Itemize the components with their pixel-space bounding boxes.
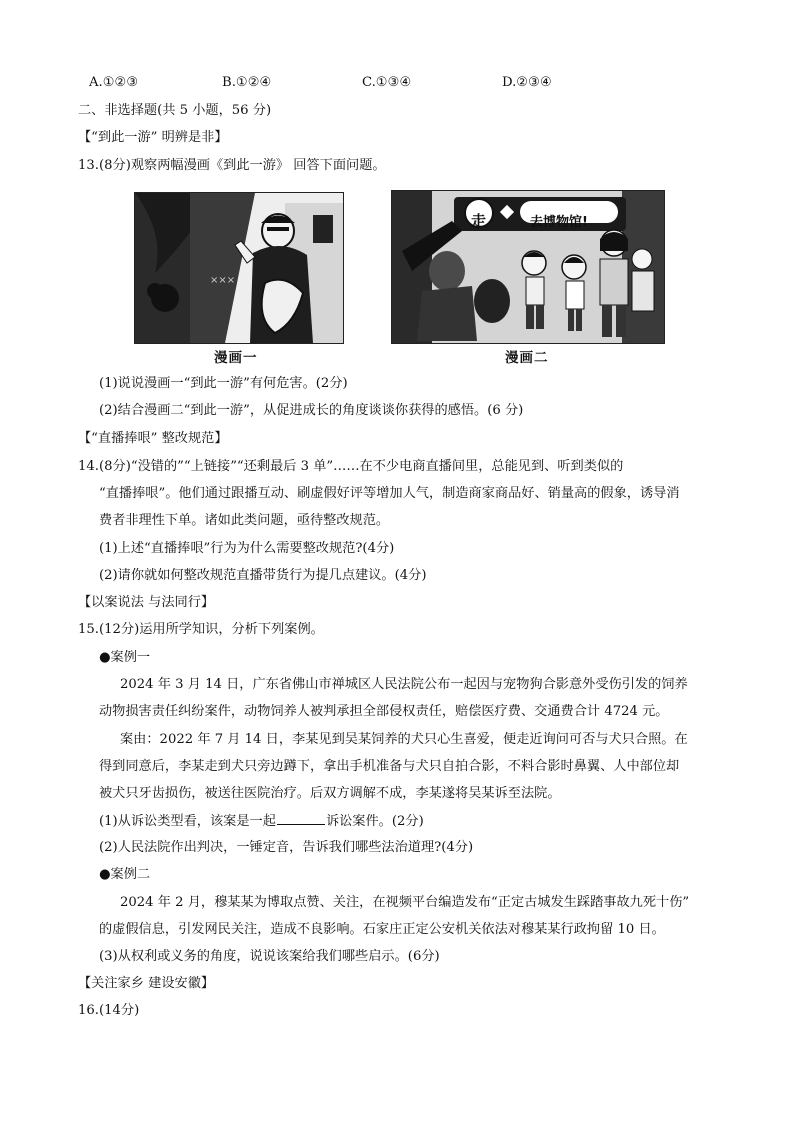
option-b: B.①②④ [222, 75, 272, 90]
q13-sub2: (2)结合漫画二“到此一游”，从促进成长的角度谈谈你获得的感悟。(6 分) [99, 403, 524, 418]
q14-line2: “直播捧哏”。他们通过跟播互动、刷虚假好评等增加人气，制造商家商品好、销量高的假象，诱导消 [99, 486, 680, 501]
q15-stem: 15.(12分)运用所学知识，分析下列案例。 [78, 622, 324, 637]
case-1-line1: 2024 年 3 月 14 日，广东省佛山市禅城区人民法院公布一起因与宠物狗合影意外受伤引发的饲养 [120, 677, 688, 692]
cartoon-2-caption: 漫画二 [505, 350, 549, 366]
case-1-line5: 被犬只牙齿损伤，被送往医院治疗。后双方调解不成，李某遂将吴某诉至法院。 [99, 786, 561, 801]
option-a: A.①②③ [89, 75, 139, 90]
theme-heading-1: 【“到此一游” 明辨是非】 [78, 130, 228, 145]
cartoon-2-sign-char: 走 [471, 212, 487, 230]
q15-sub1-before: (1)从诉讼类型看，该案是一起 [99, 814, 276, 829]
q16-stem: 16.(14分) [78, 1003, 140, 1018]
q13-stem: 13.(8分)观察两幅漫画《到此一游》 回答下面问题。 [78, 158, 386, 173]
q15-sub1-after: 诉讼案件。(2分) [325, 814, 424, 829]
cartoon-2-image [391, 190, 665, 344]
q14-line1: 14.(8分)“没错的”“上链接”“还剩最后 3 单”……在不少电商直播间里，总能见到、听到类似的 [78, 459, 624, 474]
q14-sub1: (1)上述“直播捧哏”行为为什么需要整改规范?(4分) [99, 541, 395, 556]
cartoon-1-caption: 漫画一 [214, 350, 258, 366]
q15-sub1 [99, 812, 424, 831]
q14-line3: 费者非理性下单。诸如此类问题，亟待整改规范。 [99, 513, 390, 528]
section-title: 二、非选择题(共 5 小题，56 分) [78, 103, 272, 118]
q15-sub3: (3)从权利或义务的角度，说说该案给我们哪些启示。(6分) [99, 949, 440, 964]
q14-sub2: (2)请你就如何整改规范直播带货行为提几点建议。(4分) [99, 568, 427, 583]
case-2-title: ●案例二 [99, 867, 151, 882]
q15-sub2: (2)人民法院作出判决，一锤定音，告诉我们哪些法治道理?(4分) [99, 840, 474, 855]
case-1-line3: 案由：2022 年 7 月 14 日，李某见到吴某饲养的犬只心生喜爱，便走近询问可否与犬只合照。在 [120, 732, 688, 747]
theme-heading-4: 【关注家乡 建设安徽】 [78, 976, 215, 991]
q13-sub1: (1)说说漫画一“到此一游”有何危害。(2分) [99, 376, 348, 391]
case-1-line4: 得到同意后，李某走到犬只旁边蹲下，拿出手机准备与犬只自拍合影，不料合影时鼻翼、人中部位却 [99, 759, 680, 774]
case-1-title: ●案例一 [99, 650, 151, 665]
theme-heading-3: 【以案说法 与法同行】 [78, 595, 215, 610]
cartoon-2-sign-text: 去博物馆! [530, 215, 588, 230]
svg-text:×××: ××× [210, 275, 236, 286]
theme-heading-2: 【“直播捧哏” 整改规范】 [78, 431, 228, 446]
answer-blank[interactable] [277, 812, 325, 825]
case-2-line1: 2024 年 2 月，穆某某为博取点赞、关注，在视频平台编造发布“正定古城发生踩踏事故九死十伤” [120, 895, 690, 910]
option-d: D.②③④ [502, 75, 552, 90]
case-1-line2: 动物损害责任纠纷案件，动物饲养人被判承担全部侵权责任，赔偿医疗费、交通费合计 4724 元。 [99, 704, 669, 719]
option-c: C.①③④ [362, 75, 412, 90]
cartoon-1-image [134, 192, 344, 344]
case-2-line2: 的虚假信息，引发网民关注，造成不良影响。石家庄正定公安机关依法对穆某某行政拘留 10 日。 [99, 922, 665, 937]
